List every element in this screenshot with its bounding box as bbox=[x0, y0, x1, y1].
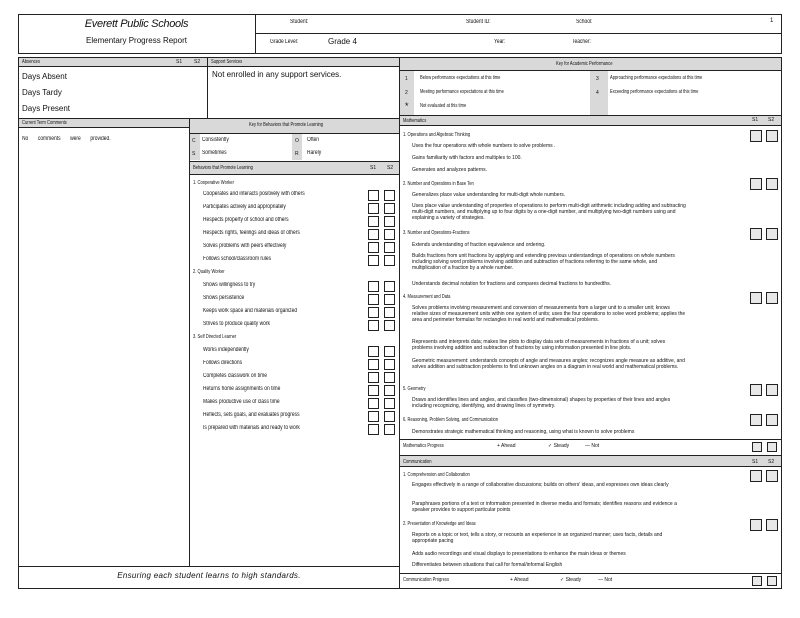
student-id-label: Student ID: bbox=[466, 19, 491, 25]
school-label: School: bbox=[576, 19, 593, 25]
grade-box-s1 bbox=[368, 411, 379, 422]
grade-box-s1 bbox=[368, 203, 379, 214]
communication-progress-label: Communication Progress bbox=[403, 577, 450, 583]
key-code-r: R bbox=[295, 151, 299, 157]
key-code-2: 2 bbox=[405, 90, 408, 96]
behavior-item: Shows willingness to try bbox=[203, 282, 256, 288]
behavior-item: Completes classwork on time bbox=[203, 373, 267, 379]
key-label-approaching: Approaching performance expectations at this time bbox=[610, 75, 703, 81]
progress-key-ahead: + Ahead bbox=[510, 577, 529, 583]
behavior-item: Follows directions bbox=[203, 360, 243, 366]
math-standard: Represents and interprets data; makes line plots to display data sets of measurements in fractions of a unit; solves problems involving addition and subtraction of fractions by using information presented in line plots. bbox=[412, 339, 666, 351]
behavior-item: Respects rights, feelings and ideas of others bbox=[203, 230, 300, 236]
days-absent-label: Days Absent bbox=[22, 72, 67, 81]
math-standard: Extends understanding of fraction equivalence and ordering. bbox=[412, 242, 546, 248]
grade-box-s1 bbox=[750, 470, 762, 482]
grade-box-s1 bbox=[750, 292, 762, 304]
grade-value: Grade 4 bbox=[328, 37, 357, 46]
grade-box-s1 bbox=[368, 307, 379, 318]
grade-box-s2 bbox=[384, 359, 395, 370]
progress-box-s2 bbox=[767, 576, 777, 586]
grade-box-s2 bbox=[384, 229, 395, 240]
math-standard: Uses the four operations with whole numbers to solve problems . bbox=[412, 143, 556, 149]
grade-box-s2 bbox=[384, 411, 395, 422]
academic-key-title: Key for Academic Performance bbox=[556, 61, 613, 67]
school-motto: Ensuring each student learns to high standards. bbox=[117, 571, 301, 580]
grade-box-s2 bbox=[384, 203, 395, 214]
communication-s1: S1 bbox=[752, 459, 759, 465]
grade-level-label: Grade Level: bbox=[270, 39, 299, 45]
grade-box-s2 bbox=[766, 178, 778, 190]
comments-text: No comments were provided. bbox=[22, 136, 111, 142]
comments-header: Current Term Comments bbox=[22, 120, 67, 126]
key-label-below: Below performance expectations at this time bbox=[420, 75, 501, 81]
progress-key-not: — Not bbox=[598, 577, 613, 583]
math-standard: Draws and identifies lines and angles, and classifies (two-dimensional) shapes by properties of their lines and angles including recognizing, identifying, and drawing lines of symmetry. bbox=[412, 397, 671, 409]
grade-box-s2 bbox=[766, 519, 778, 531]
key-label-rarely: Rarely bbox=[307, 150, 322, 156]
grade-box-s1 bbox=[750, 519, 762, 531]
grade-box-s2 bbox=[384, 372, 395, 383]
key-label-often: Often bbox=[307, 137, 320, 143]
math-standard: Builds fractions from unit fractions by applying and extending previous understandings of operations on whole numbers including solving word problems involving addition and subtraction of fractions referring to the same whole, and multiplication of a fraction by a whole number. bbox=[412, 253, 675, 271]
grade-box-s1 bbox=[368, 255, 379, 266]
math-standard: Understands decimal notation for fractions and compares decimal fractions to hundredths. bbox=[412, 281, 611, 287]
grade-box-s1 bbox=[368, 372, 379, 383]
communication-section-title: 2. Presentation of Knowledge and Ideas bbox=[403, 521, 476, 527]
grade-box-s2 bbox=[766, 414, 778, 426]
grade-box-s1 bbox=[368, 359, 379, 370]
behaviors-s2: S2 bbox=[387, 165, 394, 171]
grade-box-s2 bbox=[766, 228, 778, 240]
math-standard: Demonstrates strategic mathematical thinking and reasoning, using what is known to solve problems bbox=[412, 429, 635, 435]
progress-key-steady: ✓ Steady bbox=[560, 577, 582, 583]
math-section-title: 6. Reasoning, Problem Solving, and Communication bbox=[403, 417, 499, 423]
grade-box-s2 bbox=[766, 470, 778, 482]
math-standard: Generalizes place value understanding for multi-digit whole numbers. bbox=[412, 192, 566, 198]
behavior-item: Participates actively and appropriately bbox=[203, 204, 286, 210]
support-text: Not enrolled in any support services. bbox=[212, 70, 342, 79]
key-label-consistently: Consistently bbox=[202, 137, 229, 143]
behavior-group-title: 3. Self Directed Learner bbox=[193, 334, 237, 340]
math-section-title: 3. Number and Operations-Fractions bbox=[403, 230, 470, 236]
grade-box-s1 bbox=[368, 398, 379, 409]
communication-standard: Engages effectively in a range of collaborative discussions; builds on others' ideas, and expresses own ideas clearly bbox=[412, 482, 669, 488]
behavior-item: Keeps work space and materials organized bbox=[203, 308, 298, 314]
math-standard: Solves problems involving measurement and conversion of measurements from a larger unit to a smaller unit; knows relative sizes of measurement units within one system of units; uses the four operations to solve word problems; applies the area and perimeter formulas for rectangles in real world and mathematical problems. bbox=[412, 305, 686, 323]
progress-box-s1 bbox=[752, 442, 762, 452]
attendance-s2: S2 bbox=[194, 59, 201, 65]
math-standard: Geometric measurement: understands concepts of angle and measures angles; recognizes angle measure as additive, and solves addition and subtraction problems to find unknown angles on a diagram in real world and mathematical problems. bbox=[412, 358, 685, 370]
grade-box-s2 bbox=[384, 385, 395, 396]
math-section-title: 5. Geometry bbox=[403, 386, 426, 392]
days-tardy-label: Days Tardy bbox=[22, 88, 62, 97]
grade-box-s2 bbox=[384, 190, 395, 201]
math-standard: Generates and analyzes patterns. bbox=[412, 167, 488, 173]
communication-standard: Reports on a topic or text, tells a story, or recounts an experience in an organized manner; uses facts, details and appropriate pacing bbox=[412, 532, 663, 544]
attendance-s1: S1 bbox=[176, 59, 183, 65]
school-name: Everett Public Schools bbox=[84, 18, 189, 30]
key-code-s: S bbox=[192, 151, 196, 157]
behavior-item: Is prepared with materials and ready to work bbox=[203, 425, 300, 431]
math-s1: S1 bbox=[752, 117, 759, 123]
progress-key-steady: ✓ Steady bbox=[548, 443, 570, 449]
grade-box-s1 bbox=[368, 242, 379, 253]
behavior-group-title: 1. Cooperative Worker bbox=[193, 180, 234, 186]
math-header: Mathematics bbox=[403, 118, 427, 124]
math-standard: Uses place value understanding of properties of operations to perform multi-digit arithmetic including adding and subtracting multi-digit numbers, and multiplying up to four digits by a one-digit number, and multiplying two-digit numbers using and explaining a variety of strategies. bbox=[412, 203, 686, 221]
grade-box-s2 bbox=[384, 346, 395, 357]
attendance-header: Absences bbox=[22, 59, 41, 65]
communication-s2: S2 bbox=[768, 459, 775, 465]
behavior-item: Strives to produce quality work bbox=[203, 321, 270, 327]
behavior-item: Solves problems with peers effectively bbox=[203, 243, 287, 249]
grade-box-s2 bbox=[384, 398, 395, 409]
behavior-item: Makes productive use of class time bbox=[203, 399, 280, 405]
grade-box-s1 bbox=[368, 281, 379, 292]
grade-box-s1 bbox=[368, 190, 379, 201]
math-section-title: 4. Measurement and Data bbox=[403, 294, 451, 300]
year-label: Year: bbox=[494, 39, 506, 45]
behavior-item: Cooperates and interacts positively with others bbox=[203, 191, 305, 197]
grade-box-s1 bbox=[368, 320, 379, 331]
grade-box-s2 bbox=[766, 130, 778, 142]
grade-box-s1 bbox=[368, 229, 379, 240]
behavior-item: Reflects, sets goals, and evaluates progress bbox=[203, 412, 300, 418]
grade-box-s1 bbox=[750, 178, 762, 190]
communication-standard: Paraphrases portions of a text or information presented in diverse media and formats; identifies reasons and evidence a speaker provides to support particular points bbox=[412, 501, 677, 513]
math-section-title: 1. Operations and Algebraic Thinking bbox=[403, 132, 471, 138]
key-label-not-evaluated: Not evaluated at this time bbox=[420, 103, 467, 109]
progress-box-s1 bbox=[752, 576, 762, 586]
key-code-star: * bbox=[405, 101, 409, 111]
behavior-item: Follows school/classroom rules bbox=[203, 256, 272, 262]
behavior-group-title: 2. Quality Worker bbox=[193, 269, 225, 275]
teacher-label: Teacher: bbox=[572, 39, 591, 45]
days-present-label: Days Present bbox=[22, 104, 71, 113]
behaviors-s1: S1 bbox=[370, 165, 377, 171]
grade-box-s2 bbox=[384, 281, 395, 292]
grade-box-s1 bbox=[368, 216, 379, 227]
grade-box-s1 bbox=[750, 414, 762, 426]
key-code-o: O bbox=[295, 138, 299, 144]
behavior-item: Works independently bbox=[203, 347, 249, 353]
page-number: 1 bbox=[770, 18, 774, 24]
report-title: Elementary Progress Report bbox=[86, 36, 187, 45]
math-progress-label: Mathematics Progress bbox=[403, 443, 444, 449]
behavior-item: Returns home assignments on time bbox=[203, 386, 281, 392]
communication-header: Communication bbox=[403, 459, 432, 465]
grade-box-s1 bbox=[750, 384, 762, 396]
key-code-3: 3 bbox=[596, 76, 599, 82]
key-code-1: 1 bbox=[405, 76, 408, 82]
grade-box-s2 bbox=[384, 242, 395, 253]
student-label: Student: bbox=[290, 19, 309, 25]
support-header: Support Services bbox=[211, 59, 243, 65]
grade-box-s2 bbox=[384, 255, 395, 266]
grade-box-s2 bbox=[766, 384, 778, 396]
grade-box-s1 bbox=[368, 385, 379, 396]
behavior-item: Shows persistence bbox=[203, 295, 245, 301]
key-code-c: C bbox=[192, 138, 196, 144]
grade-box-s1 bbox=[750, 228, 762, 240]
grade-box-s1 bbox=[750, 130, 762, 142]
progress-box-s2 bbox=[767, 442, 777, 452]
grade-box-s2 bbox=[384, 424, 395, 435]
grade-box-s2 bbox=[384, 216, 395, 227]
communication-standard: Differentiates between situations that call for formal/informal English bbox=[412, 562, 563, 568]
grade-box-s1 bbox=[368, 346, 379, 357]
grade-box-s2 bbox=[384, 320, 395, 331]
key-code-4: 4 bbox=[596, 90, 599, 96]
progress-key-ahead: + Ahead bbox=[497, 443, 516, 449]
progress-key-not: — Not bbox=[585, 443, 600, 449]
key-label-sometimes: Sometimes bbox=[202, 150, 227, 156]
behavior-key-title: Key for Behaviors that Promote Learning bbox=[249, 122, 324, 128]
behaviors-header: Behaviors that Promote Learning bbox=[193, 165, 253, 171]
grade-box-s2 bbox=[766, 292, 778, 304]
key-label-exceeding: Exceeding performance expectations at this time bbox=[610, 89, 699, 95]
grade-box-s2 bbox=[384, 294, 395, 305]
communication-standard: Adds audio recordings and visual displays to presentations to enhance the main ideas or themes bbox=[412, 551, 626, 557]
grade-box-s1 bbox=[368, 294, 379, 305]
key-label-meeting: Meeting performance expectations at this time bbox=[420, 89, 504, 95]
grade-box-s2 bbox=[384, 307, 395, 318]
math-standard: Gains familiarity with factors and multiples to 100. bbox=[412, 155, 522, 161]
communication-section-title: 1. Comprehension and Collaboration bbox=[403, 472, 470, 478]
math-s2: S2 bbox=[768, 117, 775, 123]
grade-box-s1 bbox=[368, 424, 379, 435]
math-section-title: 2. Number and Operations in Base Ten bbox=[403, 181, 474, 187]
behavior-item: Respects property of school and others bbox=[203, 217, 289, 223]
